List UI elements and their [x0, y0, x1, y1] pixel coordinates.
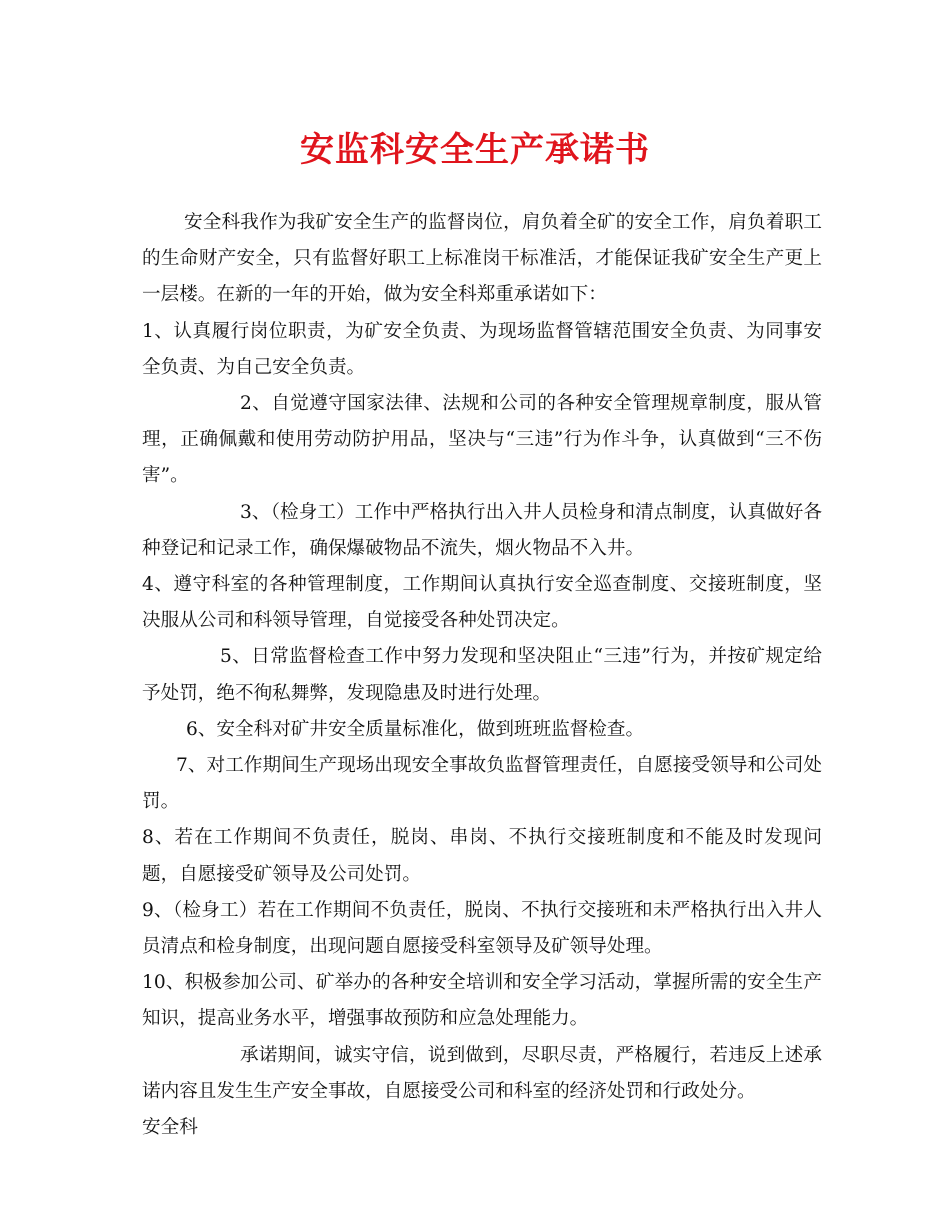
commitment-item-3: 3、（检身工）工作中严格执行出入井人员检身和清点制度，认真做好各种登记和记录工作，确保爆破物品不流失，烟火物品不入井。	[142, 501, 822, 559]
commitment-item-1: 1、认真履行岗位职责，为矿安全负责、为现场监督管辖范围安全负责、为同事安全负责、为自己安全负责。	[142, 320, 822, 378]
commitment-item-8: 8、若在工作期间不负责任，脱岗、串岗、不执行交接班制度和不能及时发现问题，自愿接受矿领导及公司处罚。	[142, 827, 822, 885]
commitment-item-5: 5、日常监督检查工作中努力发现和坚决阻止“三违”行为，并按矿规定给予处罚，绝不徇私舞弊，发现隐患及时进行处理。	[142, 646, 822, 704]
commitment-item-4: 4、遵守科室的各种管理制度，工作期间认真执行安全巡查制度、交接班制度，坚决服从公司和科领导管理，自觉接受各种处罚决定。	[142, 574, 822, 632]
closing-paragraph: 承诺期间，诚实守信，说到做到，尽职尽责，严格履行，若违反上述承诺内容且发生生产安全事故，自愿接受公司和科室的经济处罚和行政处分。	[142, 1044, 822, 1102]
commitment-item-7: 7、对工作期间生产现场出现安全事故负监督管理责任，自愿接受领导和公司处罚。	[142, 755, 822, 813]
document-body	[142, 205, 822, 1146]
intro-paragraph: 安全科我作为我矿安全生产的监督岗位，肩负着全矿的安全工作，肩负着职工的生命财产安全，只有监督好职工上标准岗干标准活，才能保证我矿安全生产更上一层楼。在新的一年的开始，做为安全科郑重承诺如下：	[142, 212, 822, 306]
commitment-item-9: 9、（检身工）若在工作期间不负责任，脱岗、不执行交接班和未严格执行出入井人员清点和检身制度，出现问题自愿接受科室领导及矿领导处理。	[142, 899, 822, 958]
document-title: 安监科安全生产承诺书	[300, 130, 650, 170]
commitment-item-2: 2、自觉遵守国家法律、法规和公司的各种安全管理规章制度，服从管理，正确佩戴和使用劳动防护用品，坚决与“三违”行为作斗争，认真做到“三不伤害”。	[142, 393, 822, 487]
commitment-item-6: 6、安全科对矿井安全质量标准化，做到班班监督检查。	[186, 718, 645, 740]
commitment-item-10: 10、积极参加公司、矿举办的各种安全培训和安全学习活动，掌握所需的安全生产知识，提高业务水平，增强事故预防和应急处理能力。	[142, 972, 822, 1030]
signature: 安全科	[142, 1117, 198, 1139]
